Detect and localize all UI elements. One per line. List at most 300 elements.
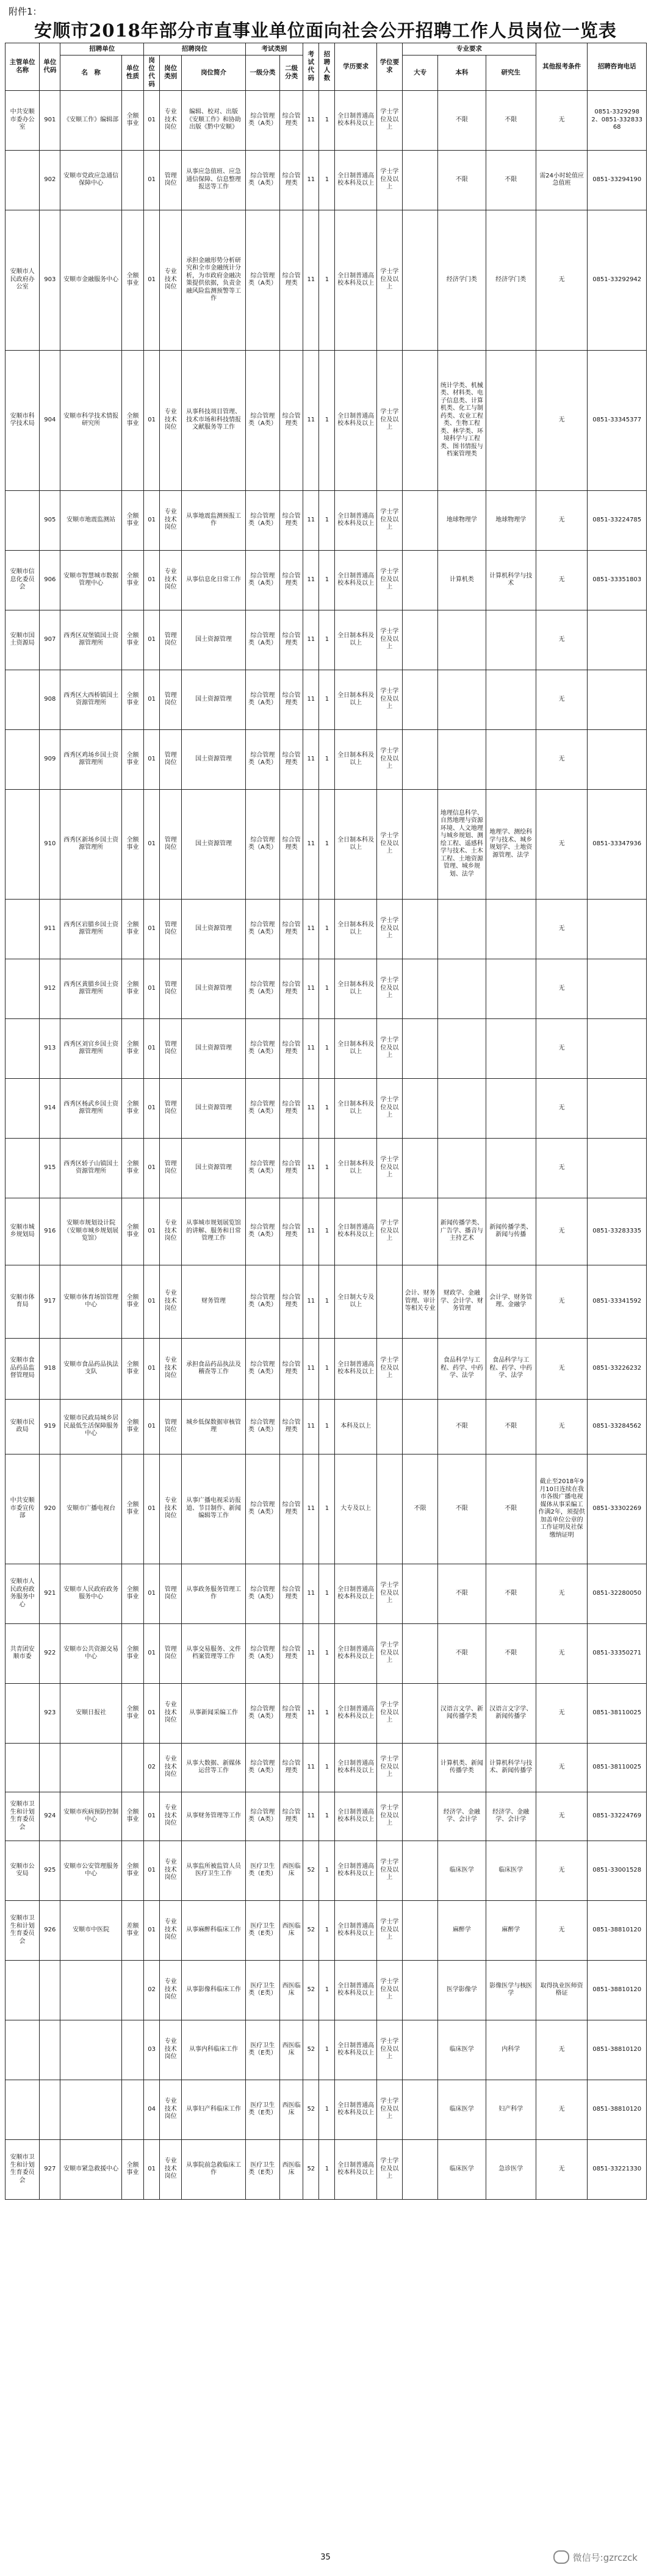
unit-nature-cell — [121, 2080, 143, 2139]
degree-cell: 学士学位及以上 — [376, 1338, 402, 1399]
table-row — [5, 1900, 647, 1960]
table-row — [5, 1454, 647, 1564]
post-description-cell: 国土资源管理 — [182, 959, 246, 1018]
post-category-cell: 管理岗位 — [160, 1623, 182, 1683]
unit-name-cell — [60, 1960, 121, 2020]
table-row — [5, 490, 647, 550]
post-category-cell: 管理岗位 — [160, 610, 182, 670]
other-requirements-cell: 无 — [536, 2020, 587, 2080]
unit-code-cell: 921 — [40, 1564, 60, 1623]
dept-cell — [5, 2020, 40, 2080]
header-post-code: 岗位代码 — [144, 55, 160, 91]
other-requirements-cell: 无 — [536, 959, 587, 1018]
post-category-cell: 专业技术岗位 — [160, 490, 182, 550]
exam-category-cell: 综合管理类（A类） — [245, 150, 279, 210]
degree-cell: 学士学位及以上 — [376, 490, 402, 550]
unit-code-cell — [40, 1960, 60, 2020]
phone-cell: 0851-33347936 — [588, 789, 647, 899]
exam-code-cell: 11 — [303, 1399, 319, 1454]
unit-nature-cell: 全额事业 — [121, 350, 143, 490]
unit-code-cell: 912 — [40, 959, 60, 1018]
major-bachelor-cell: 临床医学 — [438, 2020, 486, 2080]
post-category-cell: 专业技术岗位 — [160, 2020, 182, 2080]
major-college-cell — [402, 550, 437, 610]
header-group-post: 招聘岗位 — [144, 43, 246, 55]
education-cell: 全日制大专及以上 — [335, 1265, 376, 1338]
unit-nature-cell: 全额事业 — [121, 959, 143, 1018]
exam-subcategory-cell: 综合管理类 — [280, 959, 303, 1018]
education-cell: 全日制本科及以上 — [335, 959, 376, 1018]
exam-code-cell: 11 — [303, 1564, 319, 1623]
table-row — [5, 1265, 647, 1338]
other-requirements-cell: 无 — [536, 2139, 587, 2199]
table-row — [5, 210, 647, 350]
major-bachelor-cell: 医学影像学 — [438, 1960, 486, 2020]
exam-subcategory-cell: 综合管理类 — [280, 1792, 303, 1841]
major-master-cell: 计算机科学与技术、新闻传播学 — [486, 1743, 536, 1792]
major-college-cell — [402, 1792, 437, 1841]
unit-name-cell: 安顺市公共资源交易中心 — [60, 1623, 121, 1683]
post-code-cell: 01 — [144, 729, 160, 789]
post-category-cell: 管理岗位 — [160, 899, 182, 959]
header-major-bachelor: 本科 — [438, 55, 486, 91]
degree-cell: 学士学位及以上 — [376, 670, 402, 729]
degree-cell: 学士学位及以上 — [376, 899, 402, 959]
table-row — [5, 1198, 647, 1265]
unit-name-cell: 西秀区大西桥镇国土资源管理所 — [60, 670, 121, 729]
table-body — [5, 90, 647, 2199]
degree-cell: 学士学位及以上 — [376, 2080, 402, 2139]
exam-subcategory-cell: 综合管理类 — [280, 210, 303, 350]
header-group-exam: 考试类别 — [245, 43, 303, 55]
headcount-cell: 1 — [319, 1265, 335, 1338]
exam-category-cell: 综合管理类（A类） — [245, 670, 279, 729]
header-edu: 学历要求 — [335, 43, 376, 91]
exam-code-cell: 11 — [303, 1078, 319, 1138]
post-category-cell: 专业技术岗位 — [160, 350, 182, 490]
phone-cell: 0851-33350271 — [588, 1623, 647, 1683]
unit-nature-cell: 全额事业 — [121, 490, 143, 550]
table-row — [5, 1743, 647, 1792]
exam-category-cell: 综合管理类（A类） — [245, 210, 279, 350]
unit-name-cell: 西秀区黄腊乡国土资源管理所 — [60, 959, 121, 1018]
phone-cell: 0851-33224785 — [588, 490, 647, 550]
major-master-cell: 急诊医学 — [486, 2139, 536, 2199]
phone-cell: 0851-33221330 — [588, 2139, 647, 2199]
header-exam1: 一级分类 — [245, 55, 279, 91]
unit-code-cell — [40, 1743, 60, 1792]
post-description-cell: 从事广播电视采访报道、节目制作、新闻编辑等工作 — [182, 1454, 246, 1564]
unit-name-cell: 安顺市智慧城市数据管理中心 — [60, 550, 121, 610]
exam-code-cell: 11 — [303, 1623, 319, 1683]
major-master-cell: 临床医学 — [486, 1841, 536, 1900]
unit-nature-cell: 全额事业 — [121, 729, 143, 789]
dept-cell — [5, 490, 40, 550]
unit-code-cell: 907 — [40, 610, 60, 670]
exam-subcategory-cell: 综合管理类 — [280, 1564, 303, 1623]
degree-cell: 学士学位及以上 — [376, 1960, 402, 2020]
exam-category-cell: 综合管理类（A类） — [245, 550, 279, 610]
other-requirements-cell: 无 — [536, 1018, 587, 1078]
other-requirements-cell: 无 — [536, 90, 587, 150]
post-code-cell: 01 — [144, 789, 160, 899]
headcount-cell: 1 — [319, 1198, 335, 1265]
headcount-cell: 1 — [319, 2080, 335, 2139]
headcount-cell: 1 — [319, 1454, 335, 1564]
dept-cell — [5, 729, 40, 789]
exam-code-cell: 11 — [303, 210, 319, 350]
major-college-cell — [402, 350, 437, 490]
exam-code-cell: 52 — [303, 2020, 319, 2080]
unit-nature-cell: 全额事业 — [121, 1841, 143, 1900]
major-master-cell: 地球物理学 — [486, 490, 536, 550]
headcount-cell: 1 — [319, 150, 335, 210]
exam-subcategory-cell: 综合管理类 — [280, 789, 303, 899]
phone-cell — [588, 1018, 647, 1078]
post-description-cell: 从事新闻采编工作 — [182, 1683, 246, 1743]
post-description-cell: 国土资源管理 — [182, 1018, 246, 1078]
unit-code-cell: 920 — [40, 1454, 60, 1564]
dept-cell — [5, 1078, 40, 1138]
headcount-cell: 1 — [319, 1623, 335, 1683]
post-code-cell: 01 — [144, 1265, 160, 1338]
post-category-cell: 专业技术岗位 — [160, 1743, 182, 1792]
post-description-cell: 城乡低保数据审核管理 — [182, 1399, 246, 1454]
unit-name-cell: 安顺市人民政府政务服务中心 — [60, 1564, 121, 1623]
exam-category-cell: 综合管理类（A类） — [245, 350, 279, 490]
exam-code-cell: 11 — [303, 1454, 319, 1564]
headcount-cell: 1 — [319, 1960, 335, 2020]
exam-category-cell: 综合管理类（A类） — [245, 610, 279, 670]
header-group-unit: 招聘单位 — [60, 43, 144, 55]
dept-cell: 安顺市信息化委员会 — [5, 550, 40, 610]
unit-name-cell: 安顺市紧急救援中心 — [60, 2139, 121, 2199]
exam-code-cell: 11 — [303, 1743, 319, 1792]
exam-subcategory-cell: 综合管理类 — [280, 490, 303, 550]
major-college-cell — [402, 1683, 437, 1743]
dept-cell — [5, 1138, 40, 1198]
major-college-cell — [402, 1399, 437, 1454]
major-college-cell — [402, 1078, 437, 1138]
exam-subcategory-cell: 综合管理类 — [280, 90, 303, 150]
major-college-cell — [402, 789, 437, 899]
exam-subcategory-cell: 综合管理类 — [280, 550, 303, 610]
unit-nature-cell: 全额事业 — [121, 1138, 143, 1198]
post-category-cell: 专业技术岗位 — [160, 1454, 182, 1564]
post-description-cell: 国土资源管理 — [182, 670, 246, 729]
unit-nature-cell: 全额事业 — [121, 90, 143, 150]
post-code-cell: 01 — [144, 2139, 160, 2199]
exam-code-cell: 11 — [303, 1338, 319, 1399]
post-code-cell: 01 — [144, 350, 160, 490]
post-category-cell: 专业技术岗位 — [160, 1792, 182, 1841]
unit-name-cell: 西秀区鸡场乡国土资源管理所 — [60, 729, 121, 789]
post-code-cell: 01 — [144, 1623, 160, 1683]
post-category-cell: 专业技术岗位 — [160, 1841, 182, 1900]
headcount-cell: 1 — [319, 2139, 335, 2199]
degree-cell: 学士学位及以上 — [376, 2139, 402, 2199]
post-description-cell: 从事应急值班、应急通信保障、信息整理报送等工作 — [182, 150, 246, 210]
education-cell: 全日制本科及以上 — [335, 1078, 376, 1138]
header-unit-nature: 单位性质 — [121, 55, 143, 91]
major-bachelor-cell: 汉语言文学、新闻传播学类 — [438, 1683, 486, 1743]
major-master-cell: 不限 — [486, 1454, 536, 1564]
unit-nature-cell: 全额事业 — [121, 1623, 143, 1683]
unit-code-cell — [40, 2080, 60, 2139]
education-cell: 全日制普通高校本科及以上 — [335, 90, 376, 150]
exam-category-cell: 综合管理类（A类） — [245, 1683, 279, 1743]
post-code-cell: 01 — [144, 490, 160, 550]
post-description-cell: 从事内科临床工作 — [182, 2020, 246, 2080]
unit-nature-cell: 全额事业 — [121, 1018, 143, 1078]
education-cell: 全日制普通高校本科及以上 — [335, 1743, 376, 1792]
exam-code-cell: 52 — [303, 2080, 319, 2139]
unit-code-cell: 911 — [40, 899, 60, 959]
unit-name-cell: 西秀区轿子山镇国土资源管理所 — [60, 1138, 121, 1198]
exam-category-cell: 综合管理类（A类） — [245, 1078, 279, 1138]
exam-category-cell: 综合管理类（A类） — [245, 899, 279, 959]
table-row — [5, 1623, 647, 1683]
headcount-cell: 1 — [319, 1564, 335, 1623]
exam-code-cell: 11 — [303, 1683, 319, 1743]
other-requirements-cell: 截止至2018年9月10日连续在我市各级广播电视媒体从事采编工作满2年，须提供加盖单位公章的工作证明及社保缴纳证明 — [536, 1454, 587, 1564]
unit-name-cell — [60, 1743, 121, 1792]
major-bachelor-cell: 不限 — [438, 150, 486, 210]
watermark — [553, 2550, 638, 2564]
unit-code-cell: 908 — [40, 670, 60, 729]
unit-nature-cell — [121, 1960, 143, 2020]
unit-code-cell: 922 — [40, 1623, 60, 1683]
exam-subcategory-cell: 综合管理类 — [280, 899, 303, 959]
other-requirements-cell: 无 — [536, 1078, 587, 1138]
major-master-cell: 不限 — [486, 90, 536, 150]
exam-subcategory-cell: 综合管理类 — [280, 1198, 303, 1265]
exam-subcategory-cell: 西医临床 — [280, 1960, 303, 2020]
major-bachelor-cell: 不限 — [438, 1399, 486, 1454]
major-college-cell — [402, 1198, 437, 1265]
table-row — [5, 670, 647, 729]
headcount-cell: 1 — [319, 1900, 335, 1960]
post-description-cell: 从事影像科临床工作 — [182, 1960, 246, 2020]
education-cell: 全日制普通高校本科及以上 — [335, 1564, 376, 1623]
major-bachelor-cell: 经济学、金融学、会计学 — [438, 1792, 486, 1841]
post-description-cell: 从事科技项目管理、技术市场和科技情报文献服务等工作 — [182, 350, 246, 490]
major-college-cell — [402, 1623, 437, 1683]
headcount-cell: 1 — [319, 670, 335, 729]
degree-cell: 学士学位及以上 — [376, 1792, 402, 1841]
degree-cell: 学士学位及以上 — [376, 550, 402, 610]
education-cell: 全日制普通高校本科及以上 — [335, 2080, 376, 2139]
header-code: 单位代码 — [40, 43, 60, 91]
other-requirements-cell: 无 — [536, 1792, 587, 1841]
post-code-cell: 01 — [144, 670, 160, 729]
exam-code-cell: 11 — [303, 350, 319, 490]
table-row — [5, 789, 647, 899]
major-bachelor-cell: 统计学类、机械类、材料类、电子信息类、计算机类、化工与制药类、农业工程类、生物工程类、林学类、环境科学与工程类、图书情报与档案管理类 — [438, 350, 486, 490]
major-master-cell: 食品科学与工程、药学、中药学、法学 — [486, 1338, 536, 1399]
headcount-cell: 1 — [319, 729, 335, 789]
phone-cell: 0851-38110025 — [588, 1743, 647, 1792]
unit-code-cell: 913 — [40, 1018, 60, 1078]
table-header — [5, 43, 647, 91]
header-major-college: 大专 — [402, 55, 437, 91]
phone-cell: 0851-33226232 — [588, 1338, 647, 1399]
major-bachelor-cell: 临床医学 — [438, 2139, 486, 2199]
post-code-cell: 01 — [144, 1792, 160, 1841]
dept-cell: 安顺市体育局 — [5, 1265, 40, 1338]
degree-cell: 学士学位及以上 — [376, 1564, 402, 1623]
major-master-cell: 会计学、财务管理、金融学 — [486, 1265, 536, 1338]
headcount-cell: 1 — [319, 1078, 335, 1138]
unit-nature-cell: 全额事业 — [121, 1198, 143, 1265]
exam-category-cell: 医疗卫生类（E类） — [245, 2080, 279, 2139]
dept-cell — [5, 2080, 40, 2139]
education-cell: 全日制本科及以上 — [335, 610, 376, 670]
post-code-cell: 01 — [144, 90, 160, 150]
unit-code-cell: 924 — [40, 1792, 60, 1841]
degree-cell: 学士学位及以上 — [376, 1078, 402, 1138]
major-bachelor-cell: 临床医学 — [438, 1841, 486, 1900]
dept-cell — [5, 1960, 40, 2020]
exam-category-cell: 医疗卫生类（E类） — [245, 1841, 279, 1900]
unit-name-cell: 西秀区新场乡国土资源管理所 — [60, 789, 121, 899]
page-title: 安顺市2018年部分市直事业单位面向社会公开招聘工作人员岗位一览表 — [34, 20, 617, 41]
unit-name-cell: 安顺市地震监测站 — [60, 490, 121, 550]
post-code-cell: 01 — [144, 1841, 160, 1900]
major-master-cell: 不限 — [486, 1564, 536, 1623]
major-master-cell: 不限 — [486, 1623, 536, 1683]
dept-cell — [5, 1743, 40, 1792]
unit-nature-cell: 全额事业 — [121, 210, 143, 350]
post-category-cell: 管理岗位 — [160, 1564, 182, 1623]
post-description-cell: 承担食品药品执法及稽查等工作 — [182, 1338, 246, 1399]
education-cell: 全日制普通高校本科及以上 — [335, 1792, 376, 1841]
exam-code-cell: 52 — [303, 1960, 319, 2020]
header-post-cat: 岗位类别 — [160, 55, 182, 91]
phone-cell: 0851-33345377 — [588, 350, 647, 490]
major-college-cell — [402, 1564, 437, 1623]
phone-cell: 0851-33294190 — [588, 150, 647, 210]
exam-category-cell: 综合管理类（A类） — [245, 1198, 279, 1265]
post-description-cell: 从事城市规划展览馆的讲解、服务和日常管理工作 — [182, 1198, 246, 1265]
exam-subcategory-cell: 综合管理类 — [280, 729, 303, 789]
education-cell: 全日制普通高校本科及以上 — [335, 350, 376, 490]
major-college-cell — [402, 490, 437, 550]
header-group-major: 专业要求 — [402, 43, 536, 55]
exam-category-cell: 综合管理类（A类） — [245, 789, 279, 899]
dept-cell: 安顺市卫生和计划生育委员会 — [5, 2139, 40, 2199]
dept-cell: 中共安顺市委办公室 — [5, 90, 40, 150]
exam-subcategory-cell: 综合管理类 — [280, 350, 303, 490]
education-cell: 全日制普通高校本科及以上 — [335, 2020, 376, 2080]
other-requirements-cell: 无 — [536, 490, 587, 550]
exam-code-cell: 11 — [303, 150, 319, 210]
dept-cell: 中共安顺市委宣传部 — [5, 1454, 40, 1564]
phone-cell: 0851-33001528 — [588, 1841, 647, 1900]
table-row — [5, 729, 647, 789]
degree-cell: 学士学位及以上 — [376, 1018, 402, 1078]
exam-category-cell: 综合管理类（A类） — [245, 1454, 279, 1564]
major-master-cell — [486, 350, 536, 490]
education-cell: 全日制普通高校本科及以上 — [335, 2139, 376, 2199]
post-code-cell: 03 — [144, 2020, 160, 2080]
exam-category-cell: 综合管理类（A类） — [245, 1265, 279, 1338]
exam-category-cell: 综合管理类（A类） — [245, 1338, 279, 1399]
education-cell: 全日制普通高校本科及以上 — [335, 1900, 376, 1960]
wechat-icon — [553, 2550, 569, 2564]
headcount-cell: 1 — [319, 1792, 335, 1841]
unit-nature-cell: 全额事业 — [121, 1683, 143, 1743]
other-requirements-cell: 无 — [536, 789, 587, 899]
phone-cell: 0851-33284562 — [588, 1399, 647, 1454]
post-description-cell: 从事监所被监管人员医疗卫生工作 — [182, 1841, 246, 1900]
major-master-cell: 经济学、金融学、会计学 — [486, 1792, 536, 1841]
post-category-cell: 专业技术岗位 — [160, 1198, 182, 1265]
major-bachelor-cell — [438, 959, 486, 1018]
unit-code-cell: 914 — [40, 1078, 60, 1138]
post-code-cell: 01 — [144, 150, 160, 210]
major-bachelor-cell: 食品科学与工程、药学、中药学、法学 — [438, 1338, 486, 1399]
major-college-cell — [402, 2080, 437, 2139]
unit-nature-cell: 全额事业 — [121, 2139, 143, 2199]
education-cell: 全日制普通高校本科及以上 — [335, 1960, 376, 2020]
other-requirements-cell: 无 — [536, 1338, 587, 1399]
unit-name-cell: 安顺市公安管理服务中心 — [60, 1841, 121, 1900]
exam-code-cell: 11 — [303, 1018, 319, 1078]
education-cell: 全日制本科及以上 — [335, 1138, 376, 1198]
headcount-cell: 1 — [319, 1399, 335, 1454]
other-requirements-cell: 无 — [536, 899, 587, 959]
exam-subcategory-cell: 西医临床 — [280, 2080, 303, 2139]
phone-cell: 0851-32280050 — [588, 1564, 647, 1623]
exam-category-cell: 综合管理类（A类） — [245, 1743, 279, 1792]
table-row — [5, 1792, 647, 1841]
table-row — [5, 1399, 647, 1454]
other-requirements-cell: 无 — [536, 610, 587, 670]
table-row — [5, 610, 647, 670]
major-master-cell: 不限 — [486, 150, 536, 210]
post-description-cell: 从事院前急救临床工作 — [182, 2139, 246, 2199]
other-requirements-cell: 无 — [536, 1265, 587, 1338]
dept-cell: 安顺市民政局 — [5, 1399, 40, 1454]
post-code-cell: 01 — [144, 1454, 160, 1564]
post-description-cell: 国土资源管理 — [182, 1138, 246, 1198]
degree-cell: 学士学位及以上 — [376, 150, 402, 210]
post-description-cell: 从事交易服务、文件档案管理等工作 — [182, 1623, 246, 1683]
major-college-cell — [402, 2139, 437, 2199]
headcount-cell: 1 — [319, 1018, 335, 1078]
unit-nature-cell: 全额事业 — [121, 1564, 143, 1623]
education-cell: 全日制本科及以上 — [335, 729, 376, 789]
education-cell: 全日制本科及以上 — [335, 899, 376, 959]
phone-cell: 0851-38810120 — [588, 2020, 647, 2080]
table-row — [5, 550, 647, 610]
dept-cell — [5, 150, 40, 210]
table-row — [5, 1841, 647, 1900]
major-college-cell — [402, 1900, 437, 1960]
post-description-cell: 从事信息化日常工作 — [182, 550, 246, 610]
dept-cell: 安顺市城乡规划局 — [5, 1198, 40, 1265]
unit-nature-cell: 全额事业 — [121, 1454, 143, 1564]
exam-subcategory-cell: 西医临床 — [280, 2020, 303, 2080]
phone-cell: 0851-33283335 — [588, 1198, 647, 1265]
phone-cell: 0851-38810120 — [588, 1900, 647, 1960]
exam-code-cell: 11 — [303, 899, 319, 959]
table-row — [5, 2020, 647, 2080]
major-bachelor-cell — [438, 610, 486, 670]
unit-code-cell: 927 — [40, 2139, 60, 2199]
major-master-cell: 汉语言文字学、新闻传播学 — [486, 1683, 536, 1743]
